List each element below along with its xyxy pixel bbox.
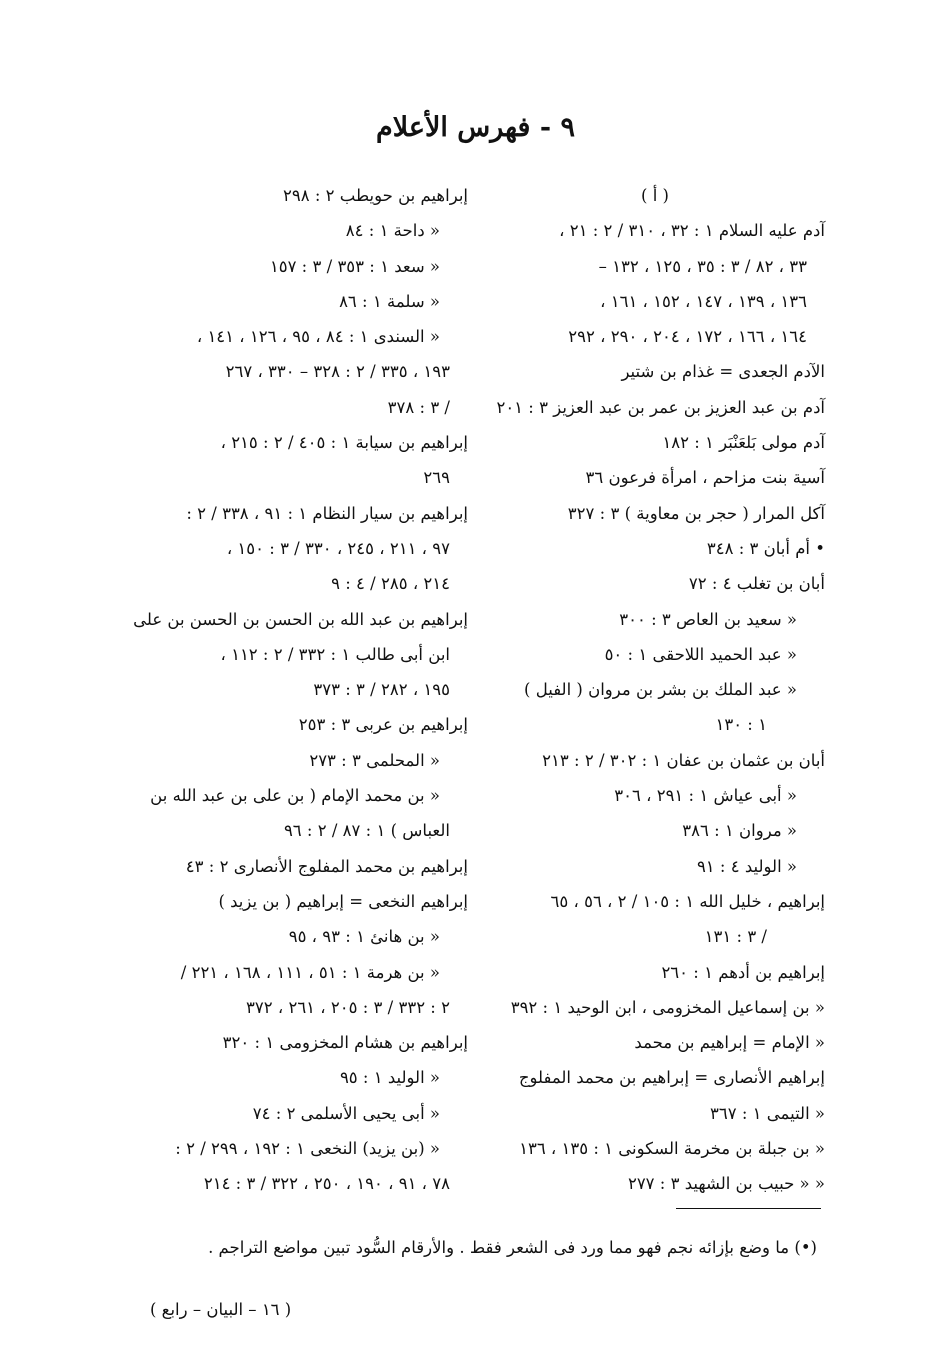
index-entry: ٣٣ ، ٨٢ / ٣ : ٣٥ ، ١٢٥ ، ١٣٢ – [598, 256, 807, 276]
index-entry: ٢ : ٣٣٢ / ٣ : ٢٠٥ ، ٢٦١ ، ٣٧٢ [246, 997, 450, 1017]
index-entry: ٢١٤ ، ٢٨٥ / ٤ : ٩ [331, 574, 450, 594]
index-entry: « التيمى ١ : ٣٦٧ [710, 1103, 825, 1123]
index-entry: آدم مولى بَلعَنْبَر ١ : ١٨٢ [662, 433, 825, 453]
index-entry: آكل المرار ( حجر بن معاوية ) ٣ : ٣٢٧ [567, 503, 825, 523]
index-entry: ١٩٣ ، ٣٣٥ / ٢ : ٣٢٨ – ٣٣٠ ، ٢٦٧ [225, 362, 450, 382]
index-entry: ابن أبى طالب ١ : ٣٣٢ / ٢ : ١١٢ ، [220, 644, 450, 664]
index-entry: إبراهيم ، خليل الله ١ : ١٠٥ / ٢ ، ٥٦ ، ٦٥ [550, 891, 825, 911]
index-entry: « بن جبلة بن مخرمة السكونى ١ : ١٣٥ ، ١٣٦ [519, 1139, 825, 1159]
index-entry: إبراهيم بن محمد المفلوج الأنصارى ٢ : ٤٣ [185, 856, 468, 876]
index-entry: إبراهيم بن سيابة ١ : ٤٠٥ / ٢ : ٢١٥ ، [220, 433, 468, 453]
index-column-left [133, 178, 468, 1202]
index-entry: « السندى ١ : ٨٤ ، ٩٥ ، ١٢٦ ، ١٤١ ، [196, 327, 440, 347]
printer-signature: ( ١٦ – البيان – رابع ) [150, 1300, 292, 1319]
index-entry: ١٣٦ ، ١٣٩ ، ١٤٧ ، ١٥٢ ، ١٦١ ، [600, 291, 807, 311]
index-entry: إبراهيم بن أدهم ١ : ٢٦٠ [661, 962, 825, 982]
index-entry: « بن إسماعيل المخزومى ، ابن الوحيد ١ : ٣٩٢ [510, 997, 825, 1017]
index-entry: إبراهيم بن هشام المخزومى ١ : ٣٢٠ [222, 1033, 468, 1053]
index-entry: آدم عليه السلام ١ : ٣٢ ، ٣١٠ / ٢ : ٢١ ، [559, 221, 825, 241]
index-entry: إبراهيم بن سيار النظام ١ : ٩١ ، ٣٣٨ / ٢ : [186, 503, 468, 523]
index-entry: « الوليد ١ : ٩٥ [339, 1068, 440, 1088]
index-entry: « بن هانئ ١ : ٩٣ ، ٩٥ [288, 927, 440, 947]
index-entry: ٩٧ ، ٢١١ ، ٢٤٥ ، ٣٣٠ / ٣ : ١٥٠ ، [226, 538, 450, 558]
index-entry: أبان بن عثمان بن عفان ١ : ٣٠٢ / ٢ : ٢١٣ [542, 750, 825, 770]
index-entry: / ٣ : ١٣١ [704, 927, 767, 947]
index-entry: « سعيد بن العاص ٣ : ٣٠٠ [619, 609, 797, 629]
index-entry: إبراهيم بن حويطب ٢ : ٢٩٨ [283, 186, 468, 205]
index-entry: الآدم الجعدى = غذام بن شتير [621, 362, 825, 382]
index-entry: « سلمة ١ : ٨٦ [339, 291, 440, 311]
index-entry: « الوليد ٤ : ٩١ [696, 856, 797, 876]
index-entry: إبراهيم النخعى = إبراهيم ( بن يزيد ) [218, 891, 468, 911]
index-entry: أبان بن تغلب ٤ : ٧٢ [688, 574, 825, 594]
index-entry: آسية بنت مزاحم ، امرأة فرعون ٣٦ [585, 468, 825, 488]
index-entry: « أبى عياش ١ : ٢٩١ ، ٣٠٦ [614, 786, 797, 806]
index-entry: ١٩٥ ، ٢٨٢ / ٣ : ٣٧٣ [313, 680, 450, 700]
index-column-right [485, 178, 825, 1202]
index-entry: ١ : ١٣٠ [715, 715, 767, 735]
index-entry: « أبى يحيى الأسلمى ٢ : ٧٤ [252, 1103, 440, 1123]
page-title: ٩ - فهرس الأعلام [376, 112, 575, 143]
index-entry: ( أ ) [641, 186, 669, 205]
footnote-divider [676, 1208, 821, 1209]
index-entry: « (بن يزيد) النخعى ١ : ١٩٢ ، ٢٩٩ / ٢ : [175, 1139, 440, 1159]
footnote: (•) ما وضع بإزائه نجم فهو مما ورد فى الشعر فقط . والأرقام السُّود تبين مواضع التراجم . [208, 1238, 817, 1257]
index-entry: « بن محمد الإمام ( بن على بن عبد الله بن [150, 786, 440, 806]
index-entry: « عبد الحميد اللاحقى ١ : ٥٠ [604, 644, 797, 664]
index-entry: آدم بن عبد العزيز بن عمر بن عبد العزيز ٣ : ٢٠١ [496, 397, 825, 417]
index-entry: ١٦٤ ، ١٦٦ ، ١٧٢ ، ٢٠٤ ، ٢٩٠ ، ٢٩٢ [568, 327, 807, 347]
index-entry: العباس ) ١ : ٨٧ / ٢ : ٩٦ [283, 821, 450, 841]
index-entry: ٢٦٩ [423, 468, 450, 488]
index-entry: « « حبيب بن الشهيد ٣ : ٢٧٧ [627, 1174, 825, 1194]
index-entry: • أم أبان ٣ : ٣٤٨ [706, 538, 825, 558]
index-entry: « مروان ١ : ٣٨٦ [682, 821, 797, 841]
index-entry: « سعد ١ : ٣٥٣ / ٣ : ١٥٧ [269, 256, 440, 276]
index-entry: « داحة ١ : ٨٤ [345, 221, 440, 241]
index-entry: ٧٨ ، ٩١ ، ١٩٠ ، ٢٥٠ ، ٣٢٢ / ٣ : ٢١٤ [203, 1174, 450, 1194]
index-entry: إبراهيم بن عبد الله بن الحسن بن الحسن بن على [133, 609, 468, 629]
index-entry: « عبد الملك بن بشر بن مروان ( الفيل ) [524, 680, 797, 700]
index-entry: « المحلمى ٣ : ٢٧٣ [309, 750, 440, 770]
index-entry: إبراهيم بن عربى ٣ : ٢٥٣ [298, 715, 468, 735]
index-entry: « بن هرمة ١ : ٥١ ، ١١١ ، ١٦٨ ، ٢٢١ / [180, 962, 440, 982]
index-entry: إبراهيم الأنصارى = إبراهيم بن محمد المفلوج [518, 1068, 825, 1088]
index-entry: « الإمام = إبراهيم بن محمد [634, 1033, 825, 1053]
index-entry: / ٣ : ٣٧٨ [387, 397, 450, 417]
